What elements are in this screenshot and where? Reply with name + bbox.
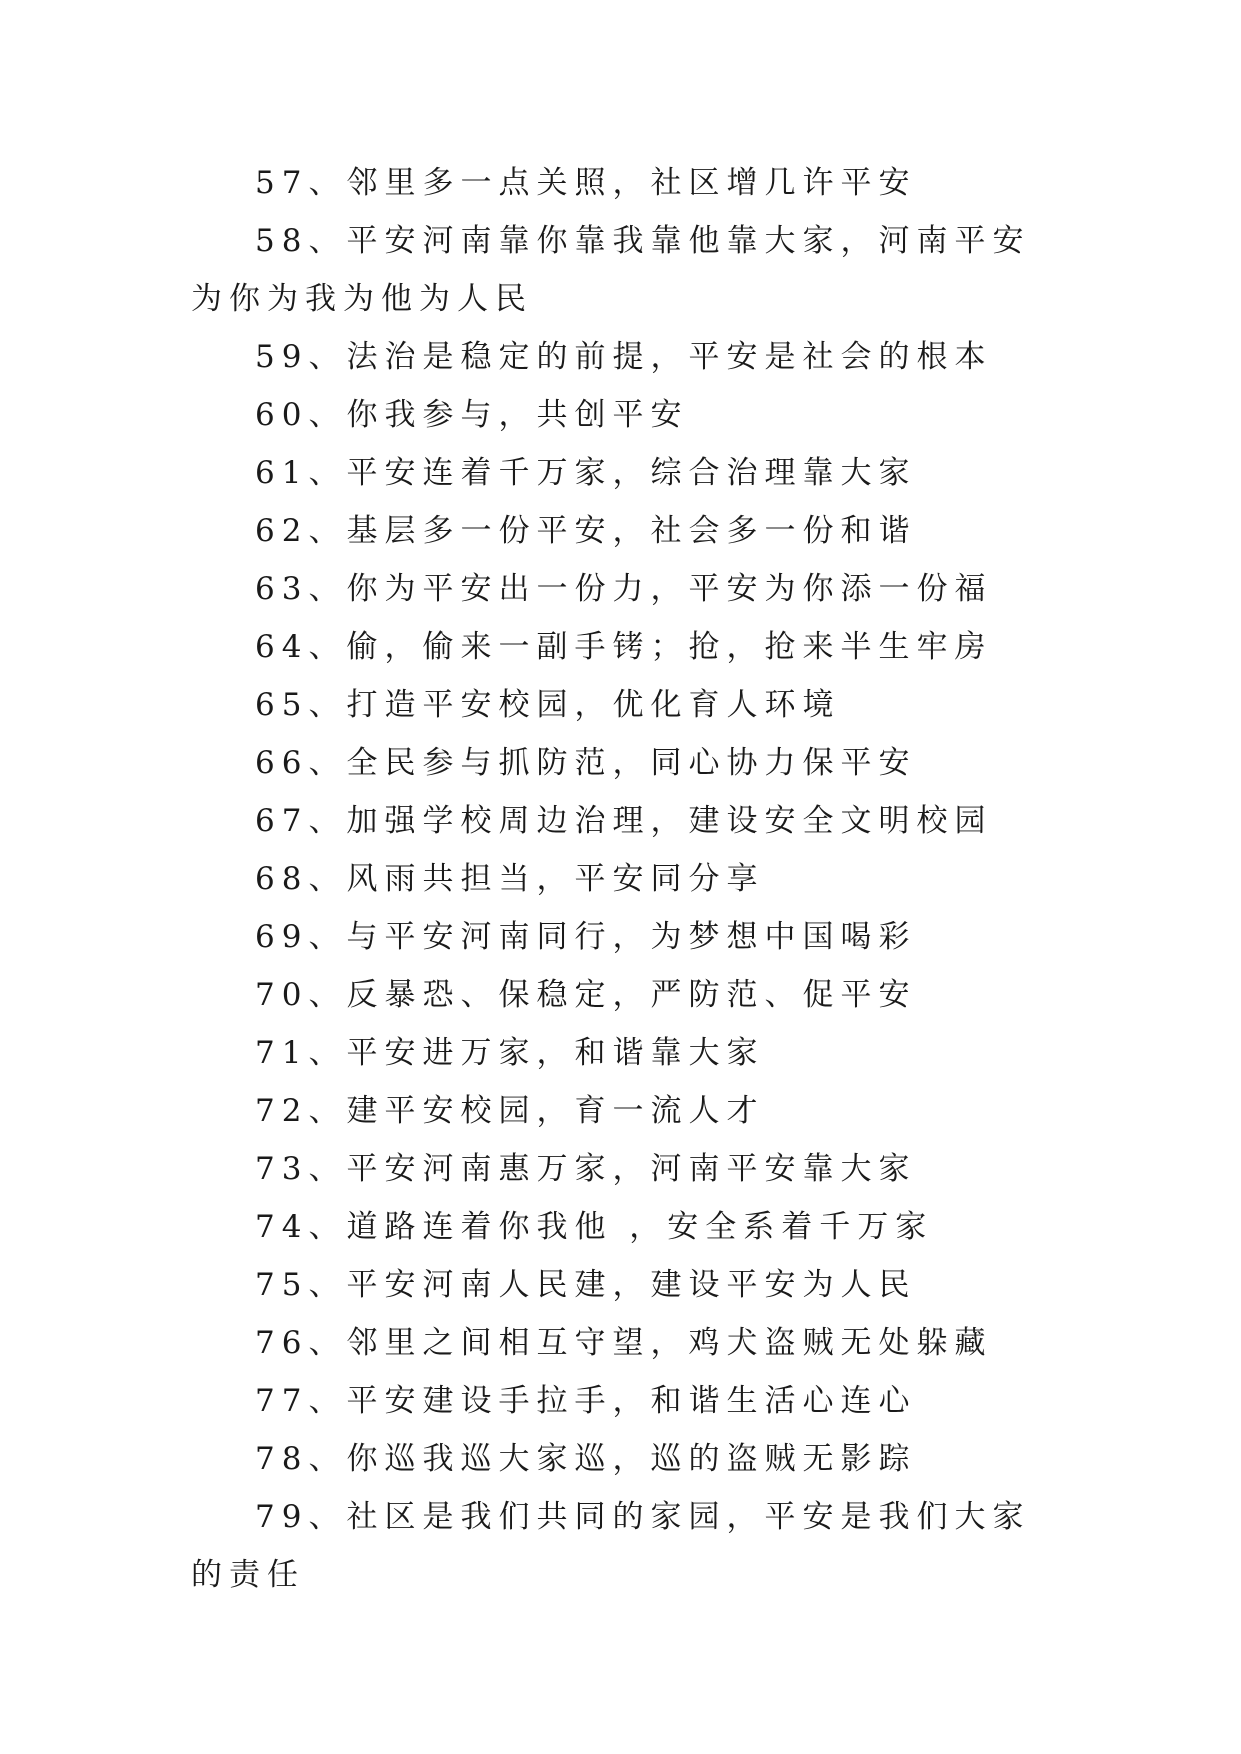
slogan-69: 69、与平安河南同行，为梦想中国喝彩 bbox=[255, 919, 917, 955]
slogan-65: 65、打造平安校园，优化育人环境 bbox=[255, 687, 841, 723]
slogan-79: 79、社区是我们共同的家园，平安是我们大家的责任 bbox=[191, 1499, 1031, 1593]
slogan-64: 64、偷，偷来一副手铐；抢，抢来半生牢房 bbox=[255, 629, 993, 665]
slogan-74: 74、道路连着你我他 ，安全系着千万家 bbox=[255, 1209, 934, 1245]
slogan-67: 67、加强学校周边治理，建设安全文明校园 bbox=[255, 803, 993, 839]
slogan-72: 72、建平安校园，育一流人才 bbox=[255, 1093, 765, 1129]
slogan-58: 58、平安河南靠你靠我靠他靠大家，河南平安为你为我为他为人民 bbox=[191, 223, 1031, 317]
slogan-59: 59、法治是稳定的前提，平安是社会的根本 bbox=[255, 339, 993, 375]
slogan-77: 77、平安建设手拉手，和谐生活心连心 bbox=[255, 1383, 917, 1419]
slogan-61: 61、平安连着千万家，综合治理靠大家 bbox=[255, 455, 917, 491]
slogan-63: 63、你为平安出一份力，平安为你添一份福 bbox=[255, 571, 993, 607]
slogan-66: 66、全民参与抓防范，同心协力保平安 bbox=[255, 745, 917, 781]
slogan-list bbox=[191, 154, 1051, 1604]
slogan-70: 70、反暴恐、保稳定，严防范、促平安 bbox=[255, 977, 917, 1013]
slogan-57: 57、邻里多一点关照，社区增几许平安 bbox=[255, 165, 917, 201]
slogan-78: 78、你巡我巡大家巡，巡的盗贼无影踪 bbox=[255, 1441, 917, 1477]
slogan-71: 71、平安进万家，和谐靠大家 bbox=[255, 1035, 765, 1071]
slogan-75: 75、平安河南人民建，建设平安为人民 bbox=[255, 1267, 917, 1303]
slogan-62: 62、基层多一份平安，社会多一份和谐 bbox=[255, 513, 917, 549]
slogan-73: 73、平安河南惠万家，河南平安靠大家 bbox=[255, 1151, 917, 1187]
slogan-76: 76、邻里之间相互守望，鸡犬盗贼无处躲藏 bbox=[255, 1325, 993, 1361]
slogan-60: 60、你我参与，共创平安 bbox=[255, 397, 689, 433]
slogan-68: 68、风雨共担当，平安同分享 bbox=[255, 861, 765, 897]
